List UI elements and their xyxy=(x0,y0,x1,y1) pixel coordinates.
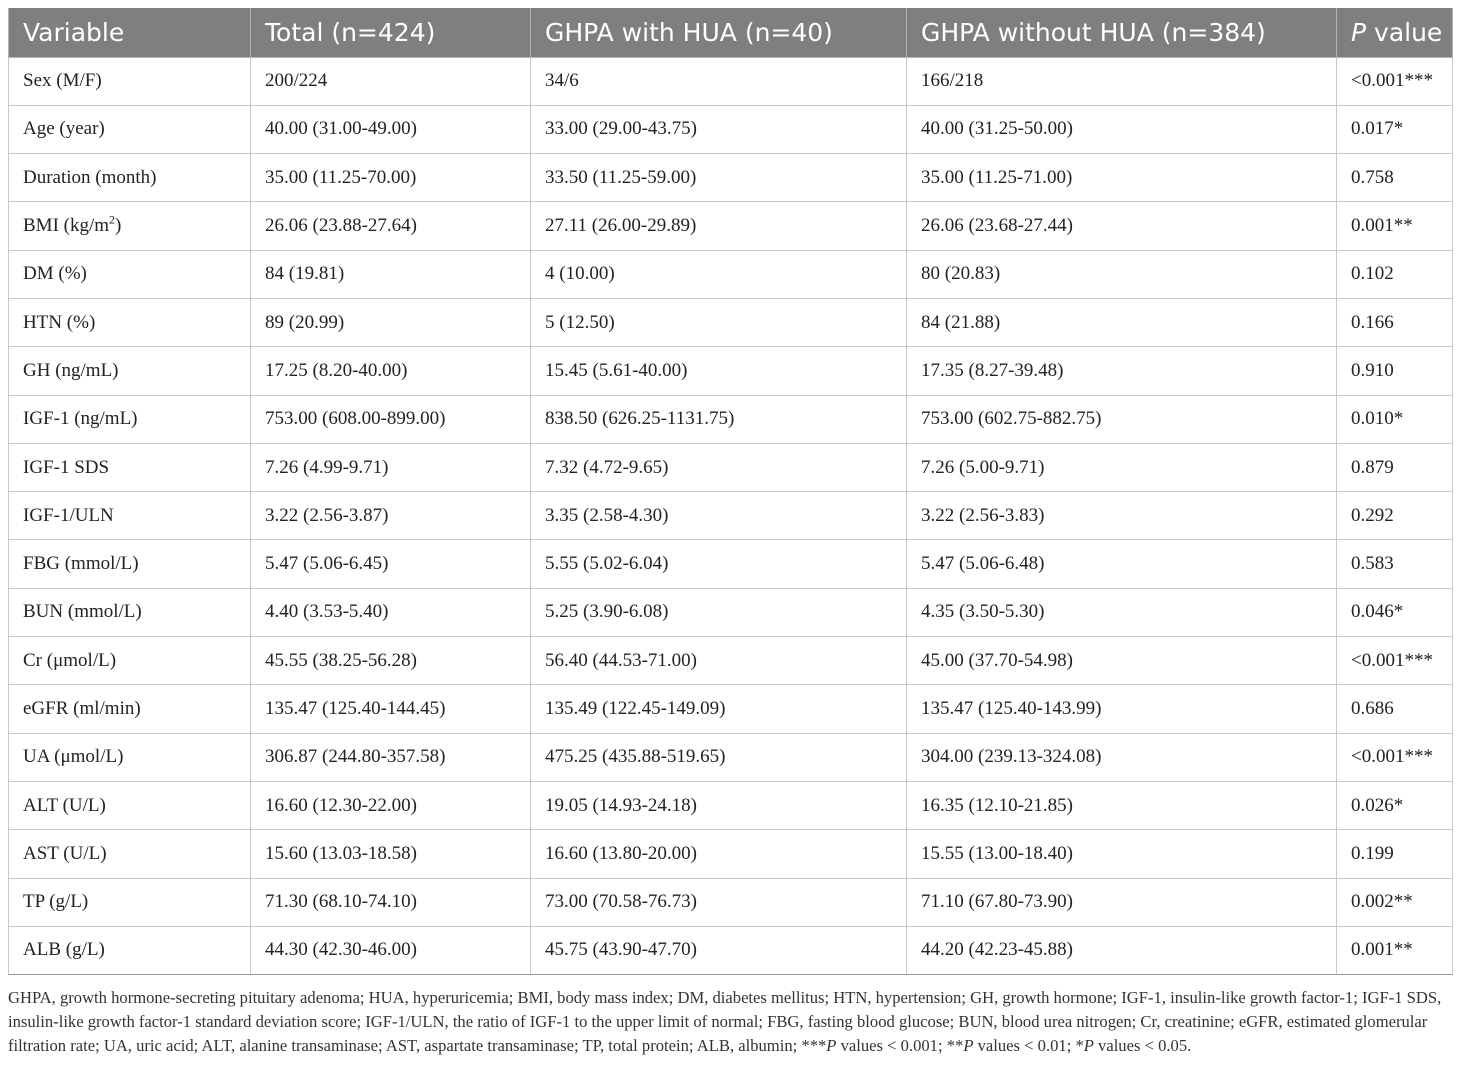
cell-total: 15.60 (13.03-18.58) xyxy=(251,830,531,878)
cell-without-hua: 35.00 (11.25-71.00) xyxy=(907,154,1337,202)
cell-without-hua: 4.35 (3.50-5.30) xyxy=(907,588,1337,636)
cell-total: 200/224 xyxy=(251,57,531,105)
footnote-sig2-p: P xyxy=(963,1036,974,1055)
cell-without-hua: 17.35 (8.27-39.48) xyxy=(907,347,1337,395)
cell-without-hua: 753.00 (602.75-882.75) xyxy=(907,395,1337,443)
cell-p-value: 0.017* xyxy=(1337,105,1453,153)
cell-variable: eGFR (ml/min) xyxy=(9,685,251,733)
cell-without-hua: 304.00 (239.13-324.08) xyxy=(907,733,1337,781)
cell-total: 135.47 (125.40-144.45) xyxy=(251,685,531,733)
cell-variable: IGF-1 SDS xyxy=(9,443,251,491)
cell-with-hua: 73.00 (70.58-76.73) xyxy=(531,878,907,926)
header-p-value xyxy=(1337,8,1453,57)
cell-without-hua: 44.20 (42.23-45.88) xyxy=(907,926,1337,974)
cell-variable: Cr (μmol/L) xyxy=(9,637,251,685)
cell-without-hua: 80 (20.83) xyxy=(907,250,1337,298)
header-variable: Variable xyxy=(9,8,251,57)
baseline-characteristics-table xyxy=(8,8,1453,975)
cell-with-hua: 5.55 (5.02-6.04) xyxy=(531,540,907,588)
cell-with-hua: 19.05 (14.93-24.18) xyxy=(531,781,907,829)
cell-without-hua: 45.00 (37.70-54.98) xyxy=(907,637,1337,685)
cell-with-hua: 16.60 (13.80-20.00) xyxy=(531,830,907,878)
cell-p-value: <0.001*** xyxy=(1337,733,1453,781)
cell-with-hua: 475.25 (435.88-519.65) xyxy=(531,733,907,781)
table-container xyxy=(8,8,1452,975)
cell-with-hua: 5.25 (3.90-6.08) xyxy=(531,588,907,636)
table-row xyxy=(9,250,1453,298)
table-row xyxy=(9,492,1453,540)
table-row xyxy=(9,154,1453,202)
table-row xyxy=(9,733,1453,781)
cell-variable: GH (ng/mL) xyxy=(9,347,251,395)
cell-p-value: 0.102 xyxy=(1337,250,1453,298)
cell-variable xyxy=(9,202,251,250)
table-body xyxy=(9,57,1453,975)
cell-total: 306.87 (244.80-357.58) xyxy=(251,733,531,781)
cell-variable: Age (year) xyxy=(9,105,251,153)
cell-variable: Sex (M/F) xyxy=(9,57,251,105)
cell-p-value: 0.026* xyxy=(1337,781,1453,829)
cell-p-value: 0.686 xyxy=(1337,685,1453,733)
cell-without-hua: 166/218 xyxy=(907,57,1337,105)
cell-variable: Duration (month) xyxy=(9,154,251,202)
table-footnote xyxy=(8,986,1454,1058)
cell-without-hua: 84 (21.88) xyxy=(907,298,1337,346)
cell-p-value: 0.002** xyxy=(1337,878,1453,926)
footnote-sig1-stars: *** xyxy=(801,1036,827,1055)
variable-label: BMI (kg/m xyxy=(23,215,110,237)
cell-variable: IGF-1/ULN xyxy=(9,492,251,540)
cell-total: 5.47 (5.06-6.45) xyxy=(251,540,531,588)
cell-with-hua: 7.32 (4.72-9.65) xyxy=(531,443,907,491)
cell-p-value: 0.046* xyxy=(1337,588,1453,636)
cell-total: 26.06 (23.88-27.64) xyxy=(251,202,531,250)
cell-total: 16.60 (12.30-22.00) xyxy=(251,781,531,829)
cell-without-hua: 16.35 (12.10-21.85) xyxy=(907,781,1337,829)
cell-without-hua: 15.55 (13.00-18.40) xyxy=(907,830,1337,878)
table-row xyxy=(9,540,1453,588)
header-p-rest: value xyxy=(1366,17,1443,47)
table-row xyxy=(9,685,1453,733)
footnote-sig3-text: values < 0.05. xyxy=(1093,1036,1192,1055)
cell-without-hua: 7.26 (5.00-9.71) xyxy=(907,443,1337,491)
cell-total: 35.00 (11.25-70.00) xyxy=(251,154,531,202)
cell-total: 84 (19.81) xyxy=(251,250,531,298)
cell-total: 40.00 (31.00-49.00) xyxy=(251,105,531,153)
cell-variable: AST (U/L) xyxy=(9,830,251,878)
cell-with-hua: 3.35 (2.58-4.30) xyxy=(531,492,907,540)
cell-p-value: 0.583 xyxy=(1337,540,1453,588)
table-row xyxy=(9,105,1453,153)
cell-total: 4.40 (3.53-5.40) xyxy=(251,588,531,636)
cell-with-hua: 56.40 (44.53-71.00) xyxy=(531,637,907,685)
cell-with-hua: 15.45 (5.61-40.00) xyxy=(531,347,907,395)
cell-p-value: 0.010* xyxy=(1337,395,1453,443)
cell-with-hua: 33.50 (11.25-59.00) xyxy=(531,154,907,202)
cell-with-hua: 45.75 (43.90-47.70) xyxy=(531,926,907,974)
cell-total: 753.00 (608.00-899.00) xyxy=(251,395,531,443)
cell-with-hua: 838.50 (626.25-1131.75) xyxy=(531,395,907,443)
cell-total: 44.30 (42.30-46.00) xyxy=(251,926,531,974)
variable-superscript: 2 xyxy=(109,212,116,227)
footnote-sig1-p: P xyxy=(826,1036,837,1055)
footnote-sig1-text: values < 0.001; xyxy=(836,1036,947,1055)
cell-with-hua: 34/6 xyxy=(531,57,907,105)
table-row xyxy=(9,878,1453,926)
table-row xyxy=(9,395,1453,443)
cell-total: 3.22 (2.56-3.87) xyxy=(251,492,531,540)
table-row xyxy=(9,57,1453,105)
cell-with-hua: 33.00 (29.00-43.75) xyxy=(531,105,907,153)
cell-p-value: 0.001** xyxy=(1337,926,1453,974)
cell-p-value: 0.001** xyxy=(1337,202,1453,250)
cell-without-hua: 5.47 (5.06-6.48) xyxy=(907,540,1337,588)
cell-without-hua: 26.06 (23.68-27.44) xyxy=(907,202,1337,250)
cell-p-value: 0.166 xyxy=(1337,298,1453,346)
cell-without-hua: 40.00 (31.25-50.00) xyxy=(907,105,1337,153)
cell-variable: FBG (mmol/L) xyxy=(9,540,251,588)
cell-total: 71.30 (68.10-74.10) xyxy=(251,878,531,926)
footnote-sig3-p: P xyxy=(1083,1036,1094,1055)
table-row xyxy=(9,926,1453,974)
cell-p-value: 0.292 xyxy=(1337,492,1453,540)
cell-p-value: 0.910 xyxy=(1337,347,1453,395)
table-row xyxy=(9,781,1453,829)
cell-variable: BUN (mmol/L) xyxy=(9,588,251,636)
cell-p-value: 0.758 xyxy=(1337,154,1453,202)
cell-variable: IGF-1 (ng/mL) xyxy=(9,395,251,443)
cell-total: 7.26 (4.99-9.71) xyxy=(251,443,531,491)
cell-p-value: 0.879 xyxy=(1337,443,1453,491)
cell-variable: ALB (g/L) xyxy=(9,926,251,974)
table-row xyxy=(9,588,1453,636)
cell-p-value: <0.001*** xyxy=(1337,637,1453,685)
cell-variable: ALT (U/L) xyxy=(9,781,251,829)
footnote-sig2-text: values < 0.01; xyxy=(973,1036,1076,1055)
header-total: Total (n=424) xyxy=(251,8,531,57)
cell-with-hua: 4 (10.00) xyxy=(531,250,907,298)
cell-with-hua: 27.11 (26.00-29.89) xyxy=(531,202,907,250)
cell-variable: UA (μmol/L) xyxy=(9,733,251,781)
header-with-hua: GHPA with HUA (n=40) xyxy=(531,8,907,57)
cell-without-hua: 135.47 (125.40-143.99) xyxy=(907,685,1337,733)
cell-total: 45.55 (38.25-56.28) xyxy=(251,637,531,685)
cell-p-value: <0.001*** xyxy=(1337,57,1453,105)
cell-without-hua: 3.22 (2.56-3.83) xyxy=(907,492,1337,540)
cell-variable: TP (g/L) xyxy=(9,878,251,926)
table-row xyxy=(9,637,1453,685)
footnote-sig3-stars: * xyxy=(1075,1036,1084,1055)
cell-variable: DM (%) xyxy=(9,250,251,298)
cell-total: 89 (20.99) xyxy=(251,298,531,346)
cell-with-hua: 5 (12.50) xyxy=(531,298,907,346)
table-row xyxy=(9,347,1453,395)
header-row xyxy=(9,8,1453,57)
table-row xyxy=(9,202,1453,250)
header-p-italic: P xyxy=(1351,17,1367,47)
variable-suffix: ) xyxy=(115,215,122,237)
table-row xyxy=(9,298,1453,346)
header-without-hua: GHPA without HUA (n=384) xyxy=(907,8,1337,57)
cell-with-hua: 135.49 (122.45-149.09) xyxy=(531,685,907,733)
table-row xyxy=(9,443,1453,491)
cell-without-hua: 71.10 (67.80-73.90) xyxy=(907,878,1337,926)
footnote-sig2-stars: ** xyxy=(946,1036,964,1055)
footnote-abbreviations: GHPA, growth hormone-secreting pituitary adenoma; HUA, hyperuricemia; BMI, body mass index; DM, diabetes mellitus; HTN, hypertension; GH, growth hormone; IGF-1, insulin-like growth factor-1; IGF-1 SDS, insulin-like growth factor-1 standard deviation score; IGF-1/ULN, the ratio of IGF-1 to the upper limit of normal; FBG, fasting blood glucose; BUN, blood urea nitrogen; Cr, creatinine; eGFR, estimated glomerular filtration rate; UA, uric acid; ALT, alanine transaminase; AST, aspartate transaminase; TP, total protein; ALB, albumin; xyxy=(8,988,1442,1055)
cell-total: 17.25 (8.20-40.00) xyxy=(251,347,531,395)
table-row xyxy=(9,830,1453,878)
cell-variable: HTN (%) xyxy=(9,298,251,346)
cell-p-value: 0.199 xyxy=(1337,830,1453,878)
